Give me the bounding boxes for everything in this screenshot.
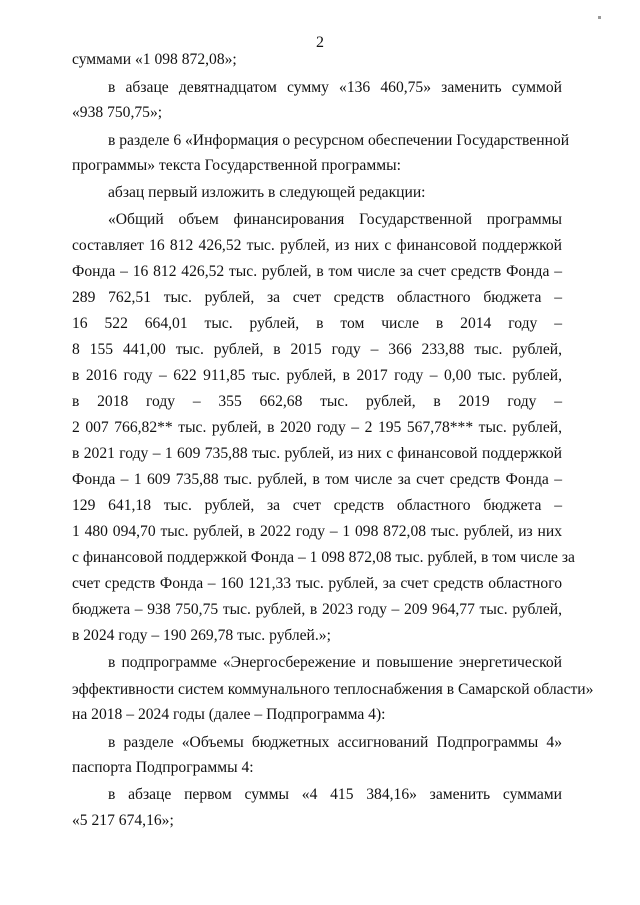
text-line: «5 217 674,16»;	[72, 812, 174, 829]
text-line: 8 155 441,00 тыс. рублей, в 2015 году – 366 233,88 тыс. рублей,	[72, 341, 562, 358]
text-line: в 2018 году – 355 662,68 тыс. рублей, в 2019 году –	[72, 393, 562, 410]
text-line: Фонда – 16 812 426,52 тыс. рублей, в том числе за счет средств Фонда –	[72, 263, 562, 280]
text-line: 2 007 766,82** тыс. рублей, в 2020 году – 2 195 567,78*** тыс. рублей,	[72, 419, 562, 436]
text-line: в 2021 году – 1 609 735,88 тыс. рублей, из них с финансовой поддержкой	[72, 445, 562, 462]
text-line: Фонда – 1 609 735,88 тыс. рублей, в том числе за счет средств Фонда –	[72, 471, 562, 488]
text-line: «938 750,75»;	[72, 104, 163, 121]
page-number: 2	[316, 34, 324, 51]
text-line: в разделе 6 «Информация о ресурсном обеспечении Государственной	[108, 132, 570, 149]
text-line: 1 480 094,70 тыс. рублей, в 2022 году – 1 098 872,08 тыс. рублей, из них	[72, 523, 562, 540]
text-line: в абзаце девятнадцатом сумму «136 460,75» заменить суммой	[108, 79, 562, 96]
text-line: на 2018 – 2024 годы (далее – Подпрограмма 4):	[72, 706, 386, 723]
text-line: программы» текста Государственной программы:	[72, 157, 401, 174]
text-line: с финансовой поддержкой Фонда – 1 098 872,08 тыс. рублей, в том числе за	[72, 549, 575, 566]
text-line: в 2016 году – 622 911,85 тыс. рублей, в 2017 году – 0,00 тыс. рублей,	[72, 367, 562, 384]
text-line: в подпрограмме «Энергосбережение и повышение энергетической	[108, 654, 562, 671]
scan-mark	[598, 16, 601, 19]
text-line: 289 762,51 тыс. рублей, за счет средств областного бюджета –	[72, 289, 562, 306]
text-line: паспорта Подпрограммы 4:	[72, 759, 254, 776]
text-line: эффективности систем коммунального теплоснабжения в Самарской области»	[72, 681, 594, 698]
text-line: в 2024 году – 190 269,78 тыс. рублей.»;	[72, 627, 331, 644]
text-line: суммами «1 098 872,08»;	[72, 51, 237, 68]
text-line: абзац первый изложить в следующей редакции:	[108, 184, 426, 201]
text-line: составляет 16 812 426,52 тыс. рублей, из них с финансовой поддержкой	[72, 237, 562, 254]
text-line: в абзаце первом суммы «4 415 384,16» заменить суммами	[108, 786, 562, 803]
text-line: бюджета – 938 750,75 тыс. рублей, в 2023 году – 209 964,77 тыс. рублей,	[72, 601, 562, 618]
text-line: счет средств Фонда – 160 121,33 тыс. рублей, за счет средств областного	[72, 575, 562, 592]
text-line: 16 522 664,01 тыс. рублей, в том числе в 2014 году –	[72, 315, 562, 332]
text-line: 129 641,18 тыс. рублей, за счет средств областного бюджета –	[72, 497, 562, 514]
text-line: в разделе «Объемы бюджетных ассигнований Подпрограммы 4»	[108, 734, 562, 751]
text-line: «Общий объем финансирования Государственной программы	[108, 211, 562, 228]
